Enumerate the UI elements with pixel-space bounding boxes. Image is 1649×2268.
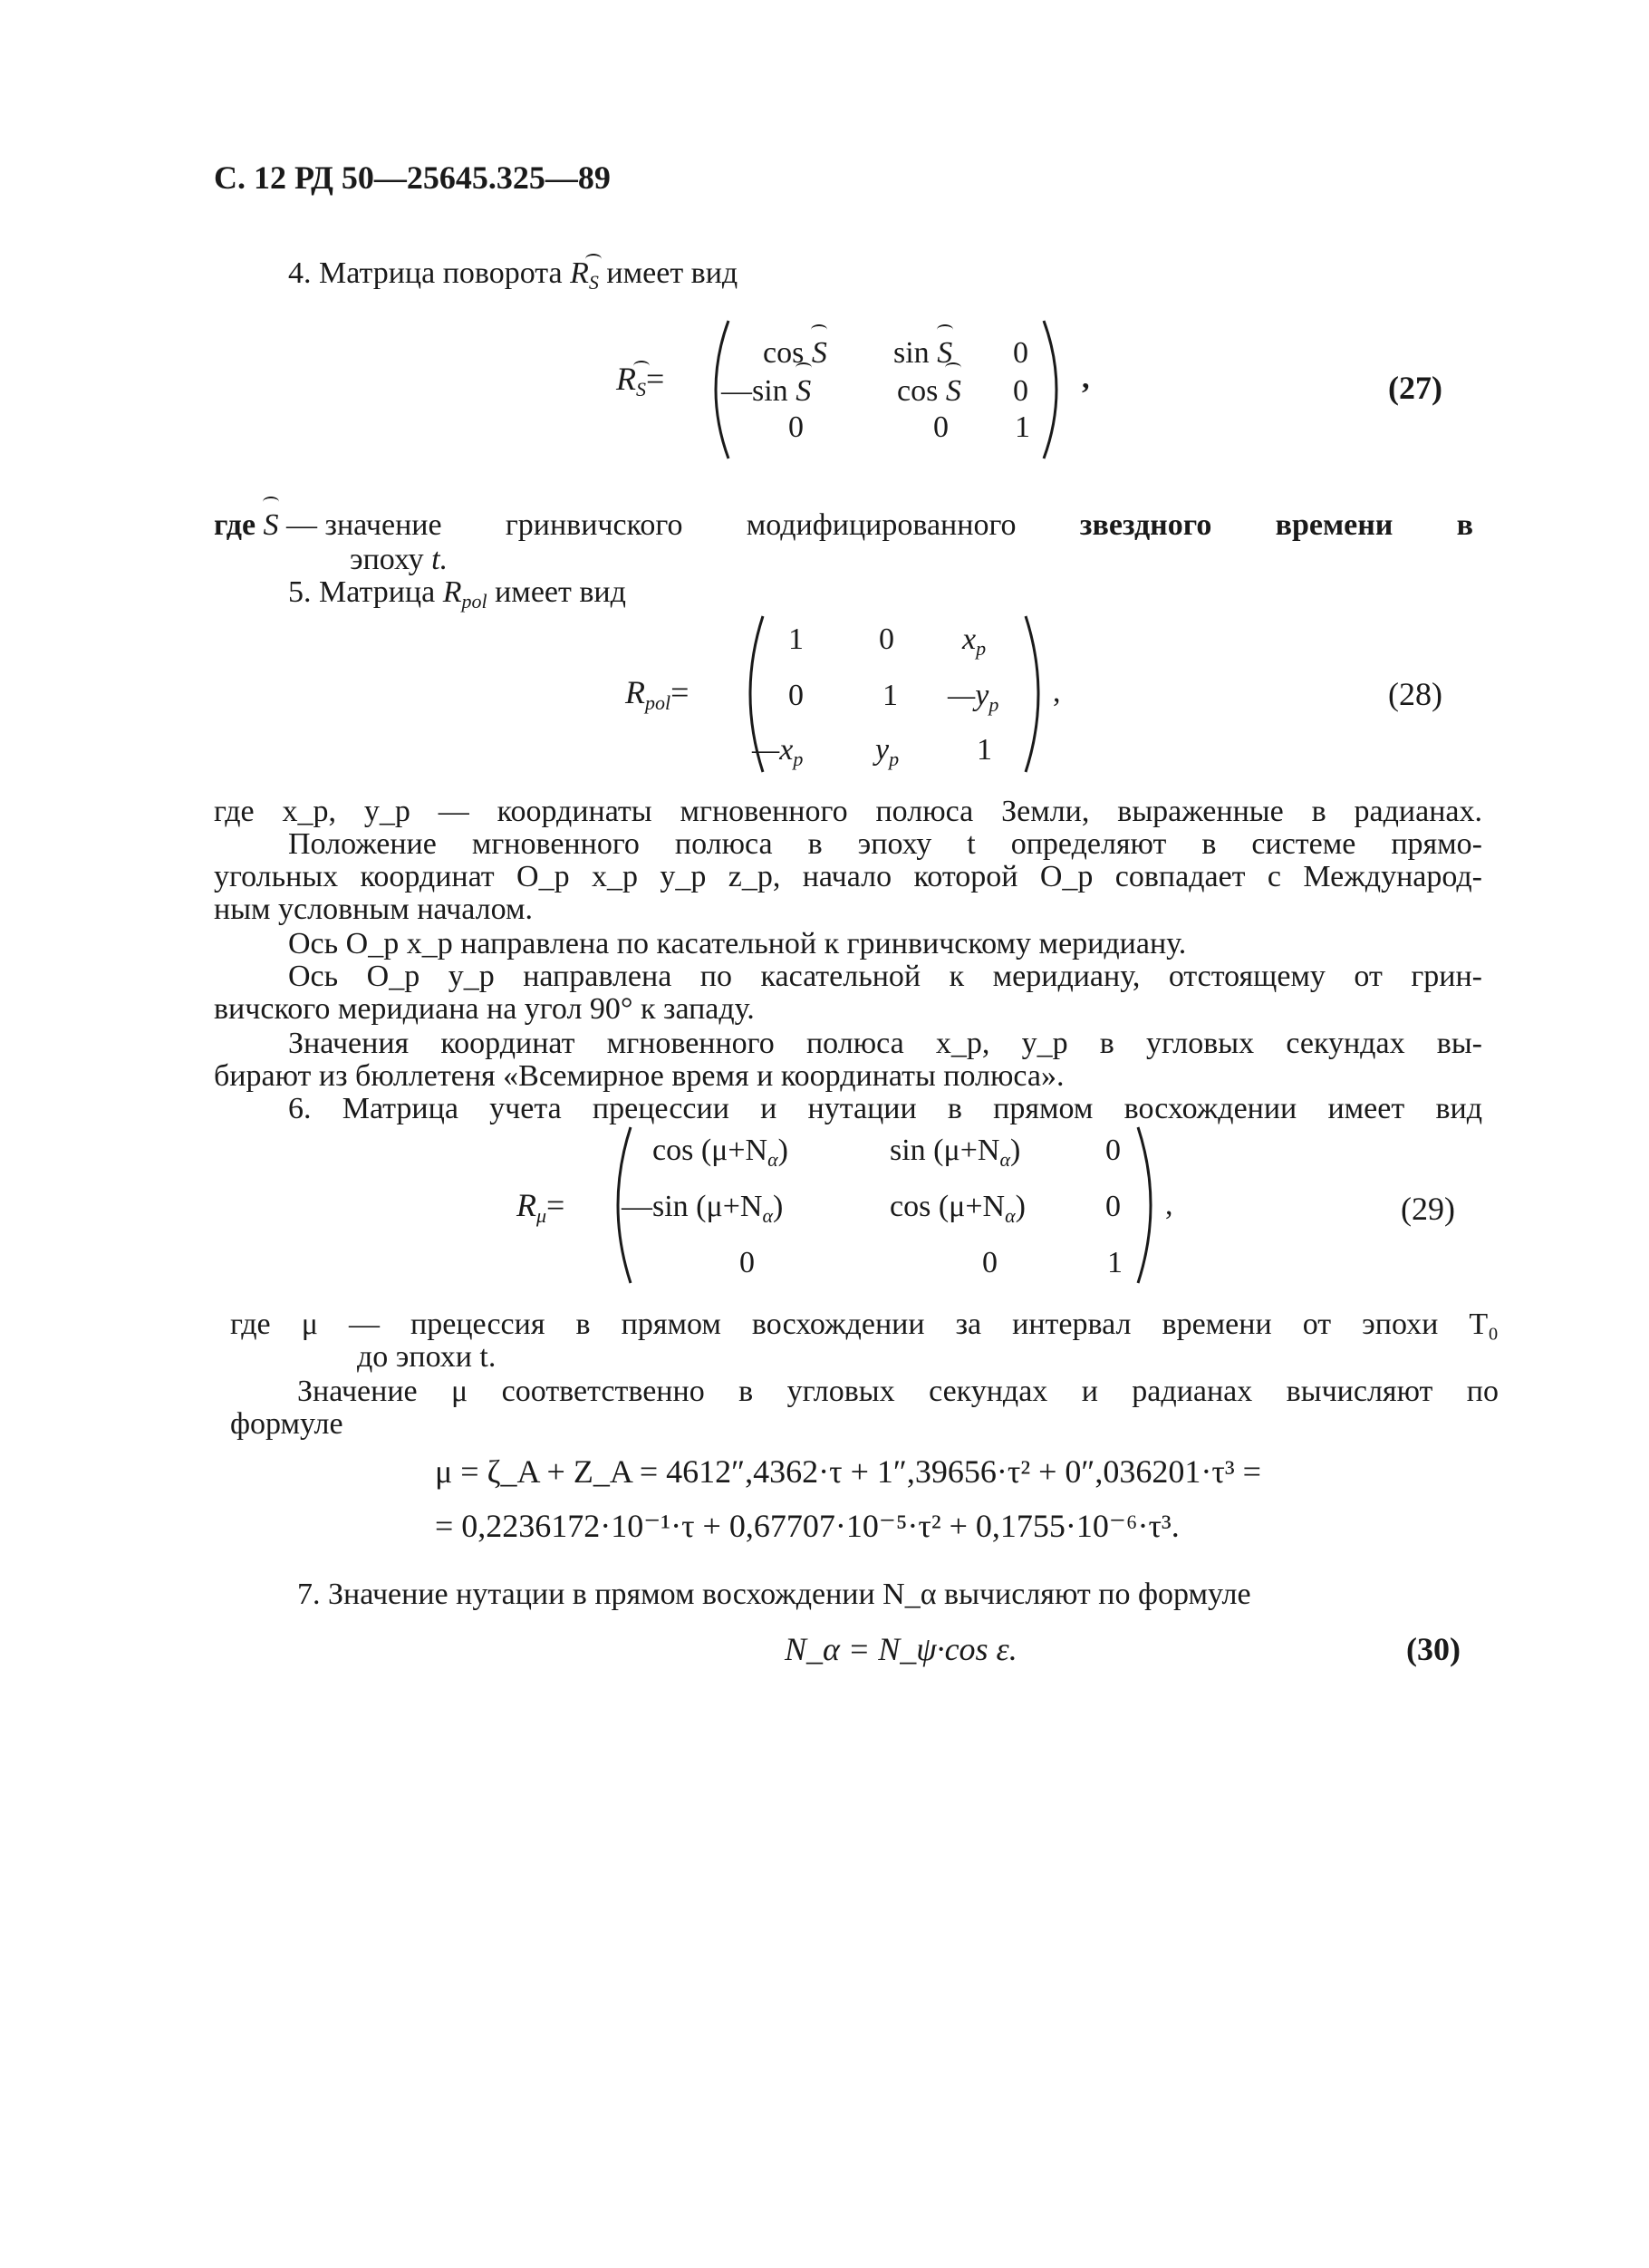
equation-30: N_α = N_ψ·cos ε. [785, 1631, 1017, 1667]
item-7-intro: 7. Значение нутации в прямом восхождении N_α вычисляют по формуле [297, 1578, 1251, 1611]
where-27-line2: эпоху t. [350, 543, 448, 576]
para-5-line-1: Значение μ соответственно в угловых секундах и радианах вычисляют по [297, 1375, 1499, 1408]
para-2: Ось O_p x_p направлена по касательной к гринвичскому меридиану. [288, 927, 1187, 960]
matrix-27-lhs: $R_S=$ [616, 361, 664, 408]
para-4-line-2: бирают из бюллетеня «Всемирное время и координаты полюса». [214, 1059, 1065, 1093]
para-3-line-1: Ось O_p y_p направлена по касательной к меридиану, отстоящему от грин- [288, 960, 1482, 993]
equation-number-30: (30) [1406, 1631, 1461, 1667]
page-header: С. 12 РД 50—25645.325—89 [214, 159, 611, 196]
matrix-28: $R_{pol}=$ 1 0 $x_p$ 0 1 $—y_p$ $—x_p$ $y_p$ 1 , [625, 613, 1096, 776]
equation-number-27: (27) [1388, 370, 1442, 406]
formula-mu-line-1: μ = ζ_A + Z_A = 4612″,4362·τ + 1″,39656·τ² + 0″,036201·τ³ = [435, 1453, 1261, 1490]
para-1-line-3: ным условным началом. [214, 893, 533, 926]
formula-mu-line-2: = 0,2236172·10⁻¹·τ + 0,67707·10⁻⁵·τ² + 0,1755·10⁻⁶·τ³. [435, 1508, 1180, 1544]
equation-number-29: (29) [1401, 1191, 1455, 1227]
para-4-line-1: Значения координат мгновенного полюса x_p, y_p в угловых секундах вы- [288, 1027, 1482, 1060]
para-1-line-2: угольных координат O_p x_p y_p z_p, начало которой O_p совпадает с Международ- [214, 860, 1482, 893]
right-paren [1133, 1124, 1169, 1287]
para-3-line-2: вичского меридиана на угол 90° к западу. [214, 992, 755, 1026]
where-29-line-2: до эпохи t. [357, 1340, 497, 1374]
where-28: где x_p, y_p — координаты мгновенного полюса Земли, выраженные в радианах. [214, 795, 1482, 828]
matrix-27: $R_S=$ cos S sin S 0 —sin S cos S 0 0 0 1 , [616, 317, 1123, 462]
item-5-intro: 5. Матрица $R_{pol}$ имеет вид [288, 575, 626, 613]
where-27-line1: где S — значение гринвичского модифицированного звездного времени в [214, 508, 1473, 542]
matrix-29: $R_\mu=$ $\cos (\mu+N_\alpha)$ $\sin (\mu+N_\alpha)$ 0 —sin $(\mu+N_\alpha)$ $\cos (\mu+N_\alpha)$ 0 0 0 1 , [516, 1124, 1205, 1287]
equation-number-28: (28) [1388, 676, 1442, 712]
where-29-line-1: где μ — прецессия в прямом восхождении за интервал времени от эпохи T₀ [230, 1308, 1499, 1341]
right-paren [1038, 317, 1075, 462]
item-6-intro: 6. Матрица учета прецессии и нутации в прямом восхождении имеет вид [288, 1092, 1482, 1125]
para-1-line-1: Положение мгновенного полюса в эпоху t определяют в системе прямо- [288, 827, 1482, 861]
para-5-line-2: формуле [230, 1407, 343, 1441]
right-paren [1020, 613, 1056, 776]
item-4-intro: 4. Матрица поворота $R_S$ имеет вид [288, 256, 738, 301]
